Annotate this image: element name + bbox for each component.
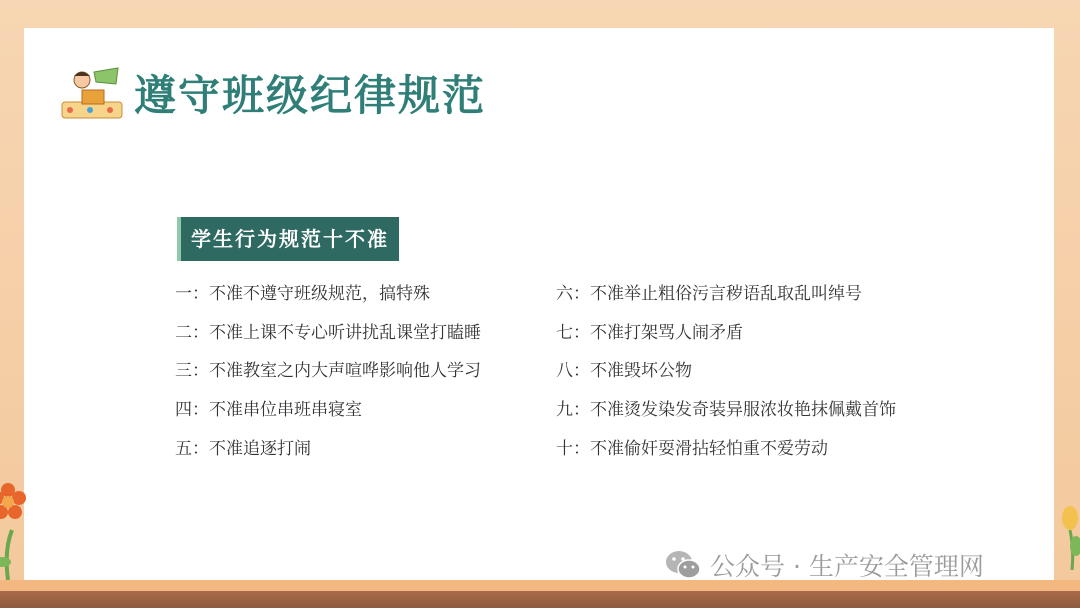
rule-item: 九：不准烫发染发奇装异服浓妆艳抹佩戴首饰 xyxy=(556,400,896,421)
bottom-band xyxy=(0,580,1080,608)
rules-list-right xyxy=(556,282,896,475)
watermark xyxy=(664,548,984,582)
school-badge-icon xyxy=(60,66,126,122)
rule-item: 八：不准毁坏公物 xyxy=(556,361,692,382)
rule-item: 七：不准打架骂人闹矛盾 xyxy=(556,322,743,343)
rule-item: 五：不准追逐打闹 xyxy=(175,438,311,459)
flower-icon xyxy=(0,470,34,580)
page-title: 遵守班级纪律规范 xyxy=(134,71,487,120)
watermark-text: 公众号 · 生产安全管理网 xyxy=(710,552,984,581)
rule-item: 一：不准不遵守班级规范，搞特殊 xyxy=(175,284,430,304)
rule-item: 四：不准串位串班串寝室 xyxy=(175,400,362,421)
rule-item: 六：不准举止粗俗污言秽语乱取乱叫绰号 xyxy=(556,284,862,304)
flower-icon xyxy=(1054,500,1080,570)
wechat-icon xyxy=(664,548,702,582)
rule-item: 十：不准偷奸耍滑拈轻怕重不爱劳动 xyxy=(556,438,828,459)
rule-item: 三：不准教室之内大声喧哗影响他人学习 xyxy=(175,361,481,382)
rules-list-left xyxy=(175,282,481,475)
rule-item: 二：不准上课不专心听讲扰乱课堂打瞌睡 xyxy=(175,322,481,343)
section-heading: 学生行为规范十不准 xyxy=(177,217,399,261)
